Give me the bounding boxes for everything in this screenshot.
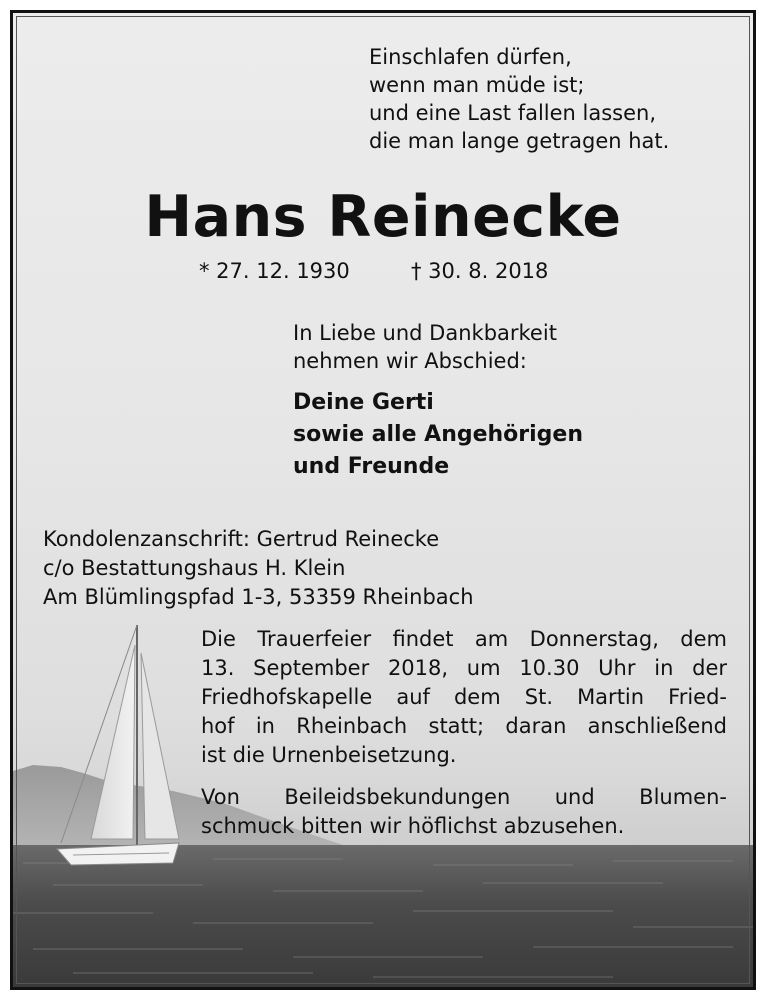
address-line: c/o Bestattungshaus H. Klein bbox=[43, 556, 346, 580]
ceremony-line: Die Trauerfeier findet am Donnerstag, dem bbox=[201, 627, 727, 651]
mourner-line: Deine Gerti bbox=[293, 390, 434, 415]
address-line: Kondolenzanschrift: Gertrud Reinecke bbox=[43, 527, 440, 551]
mourner-line: und Freunde bbox=[293, 454, 450, 479]
sea bbox=[13, 845, 753, 987]
obituary-frame bbox=[10, 10, 756, 990]
intro-line: nehmen wir Abschied: bbox=[293, 349, 527, 373]
ceremony-line: ist die Urnenbeisetzung. bbox=[201, 743, 457, 767]
death-date: † 30. 8. 2018 bbox=[411, 259, 549, 283]
motto-line: wenn man müde ist; bbox=[369, 73, 585, 97]
ceremony-line: 13. September 2018, um 10.30 Uhr in der bbox=[201, 656, 727, 680]
birth-date: * 27. 12. 1930 bbox=[199, 259, 350, 283]
request-line: Von Beileidsbekundungen und Blumen- bbox=[201, 785, 727, 809]
ceremony-line: hof in Rheinbach statt; daran anschließend bbox=[201, 714, 727, 738]
address-line: Am Blümlingspfad 1-3, 53359 Rheinbach bbox=[43, 585, 474, 609]
deceased-name: Hans Reinecke bbox=[144, 184, 622, 250]
motto-line: und eine Last fallen lassen, bbox=[369, 101, 657, 125]
intro-line: In Liebe und Dankbarkeit bbox=[293, 321, 557, 345]
motto-verse bbox=[369, 43, 669, 155]
mourners-list bbox=[293, 387, 583, 483]
ceremony-line: Friedhofskapelle auf dem St. Martin Fried- bbox=[201, 685, 727, 709]
request-line: schmuck bitten wir höflichst abzusehen. bbox=[201, 814, 625, 838]
ceremony-notice bbox=[201, 625, 727, 841]
motto-line: die man lange getragen hat. bbox=[369, 129, 670, 153]
motto-line: Einschlafen dürfen, bbox=[369, 45, 572, 69]
condolence-address bbox=[43, 525, 474, 612]
mourner-line: sowie alle Angehörigen bbox=[293, 422, 584, 447]
farewell-intro bbox=[293, 319, 557, 375]
